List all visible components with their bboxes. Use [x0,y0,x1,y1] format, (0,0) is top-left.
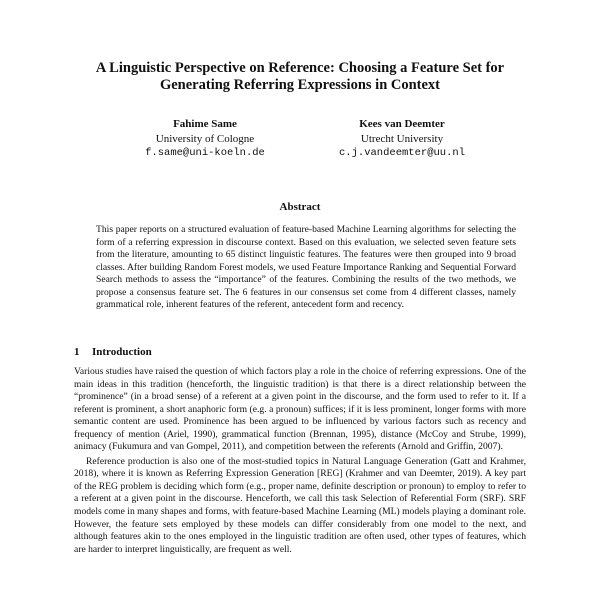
paragraph: Various studies have raised the question of which factors play a role in the choice of referring expressions. One of the main ideas in this tradition (henceforth, the linguistic tradition) is that there is a direct relationship between the “prominence” (in a broad sense) of a referent at a given point in the discourse, and the form used to refer to it. If a referent is prominent, a short anaphoric form (e.g. a pronoun) suffices; if it is less prominent, longer forms with more semantic content are used. Prominence has been argued to be influenced by various factors such as recency and frequency of mention (Ariel, 1990), grammatical function (Brennan, 1995), distance (McCoy and Strube, 1999), animacy (Fukumura and van Gompel, 2011), and competition between the referents (Arnold and Griffin, 2007). [74,366,526,453]
section-body [74,366,526,558]
abstract-heading: Abstract [279,201,321,213]
author-block [302,117,502,161]
author-affiliation: University of Cologne [155,132,255,145]
section-heading [74,346,152,358]
abstract-body [96,224,516,312]
section-title: Introduction [92,346,152,358]
paragraph: Reference production is also one of the most-studied topics in Natural Language Generation (Gatt and Krahmer, 2018), where it is known as Referring Expression Generation [REG] (Krahmer and van Deemter, 2019). A key part of the REG problem is deciding which form (e.g., proper name, definite description or pronoun) to employ to refer to a referent at a given point in the discourse. Henceforth, we call this task Selection of Referential Form (SRF). SRF models come in many shapes and forms, with feature-based Machine Learning (ML) models playing a dominant role. However, the feature sets employed by these models can differ considerably from one model to the next, and although features akin to the ones employed in the linguistic tradition are often used, other types of features, which are harder to interpret linguistically, are frequent as well. [74,455,526,555]
author-affiliation: Utrecht University [360,132,444,145]
abstract-text: This paper reports on a structured evaluation of feature-based Machine Learning algorithms for selecting the form of a referring expression in discourse context. Based on this evaluation, we selected seven feature sets from the literature, amounting to 65 distinct linguistic features. The features were then grouped into 9 broad classes. After building Random Forest models, we used Feature Importance Ranking and Sequential Forward Search methods to assess the “importance” of the features. Combining the results of the two methods, we propose a consensus feature set. The 6 features in our consensus set come from 4 different classes, namely grammatical role, inherent features of the referent, antecedent form and recency. [96,224,516,310]
author-block [105,117,305,161]
author-email[interactable]: f.same@uni-koeln.de [145,147,265,159]
section-number: 1 [74,346,80,358]
author-name: Fahime Same [173,118,237,130]
paper-title: A Linguistic Perspective on Reference: Choosing a Feature Set for Generating Referring Expressions in Context [95,60,505,93]
author-name: Kees van Deemter [359,118,445,130]
author-email[interactable]: c.j.vandeemter@uu.nl [338,147,466,159]
